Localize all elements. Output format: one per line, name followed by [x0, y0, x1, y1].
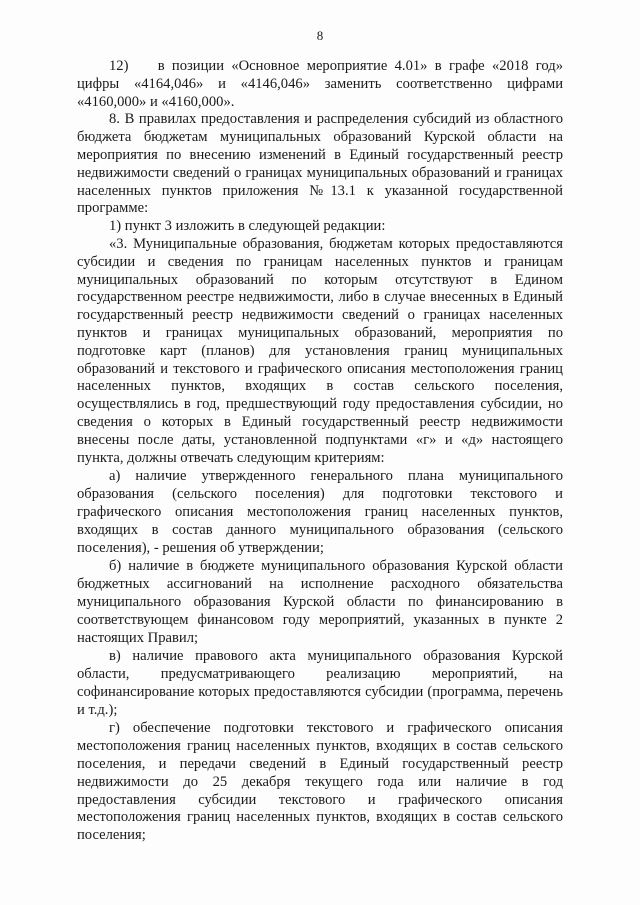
paragraph-criterion-g: г) обеспечение подготовки текстового и графического описания местоположения границ населенных пунктов, входящих в состав сельского поселения, и передачи сведений в Единый государственный реестр недвижимости до 25 декабря текущего года или наличие в год предоставления субсидии текстового и графического описания местоположения границ населенных пунктов, входящих в состав сельского поселения; [77, 720, 563, 844]
paragraph-criterion-b: б) наличие в бюджете муниципального образования Курской области бюджетных ассигнований на исполнение расходного обязательства муниципального образования Курской области по финансированию в соответствующем финансовом году мероприятий, указанных в пункте 2 настоящих Правил; [77, 558, 563, 646]
paragraph-criterion-v: в) наличие правового акта муниципального образования Курской области, предусматривающего реализацию мероприятий, на софинансирование которых предоставляются субсидии (программа, перечень и т.д.); [77, 648, 563, 718]
paragraph-clause-3: «3. Муниципальные образования, бюджетам которых предоставляются субсидии и сведения по границам населенных пунктов и границам муниципальных образований по которым отсутствуют в Едином государственном реестре недвижимости, либо в случае внесенных в Единый государственный реестр недвижимости сведений о границах населенных пунктов и границах муниципальных образований, мероприятия по подготовке карт (планов) для установления границ муниципальных образований и текстового и графического описания местоположения границ населенных пунктов, входящих в состав сельского поселения, осуществлялись в год, предшествующий году предоставления субсидии, но сведения о которых в Единый государственный реестр недвижимости внесены после даты, установленной подпунктами «г» и «д» настоящего пункта, должны отвечать следующим критериям: [77, 235, 563, 466]
paragraph-criterion-a: а) наличие утвержденного генерального плана муниципального образования (сельского поселения) для подготовки текстового и графического описания местоположения границ населенных пунктов, входящих в состав данного муниципального образования (сельского поселения), - решения об утверждении; [77, 468, 563, 556]
document-body [77, 58, 563, 845]
paragraph-item-12: 12) в позиции «Основное мероприятие 4.01» в графе «2018 год» цифры «4164,046» и «4146,046» заменить соответственно цифрами «4160,000» и «4160,000». [77, 58, 563, 110]
paragraph-section-8: 8. В правилах предоставления и распределения субсидий из областного бюджета бюджетам муниципальных образований Курской области на мероприятия по внесению изменений в Единый государственный реестр недвижимости сведений о границах муниципальных образований и границах населенных пунктов приложения №13.1 к указанной государственной программе: [77, 111, 563, 217]
page-number: 8 [316, 28, 324, 43]
paragraph-point-1: 1) пункт 3 изложить в следующей редакции: [109, 218, 386, 235]
